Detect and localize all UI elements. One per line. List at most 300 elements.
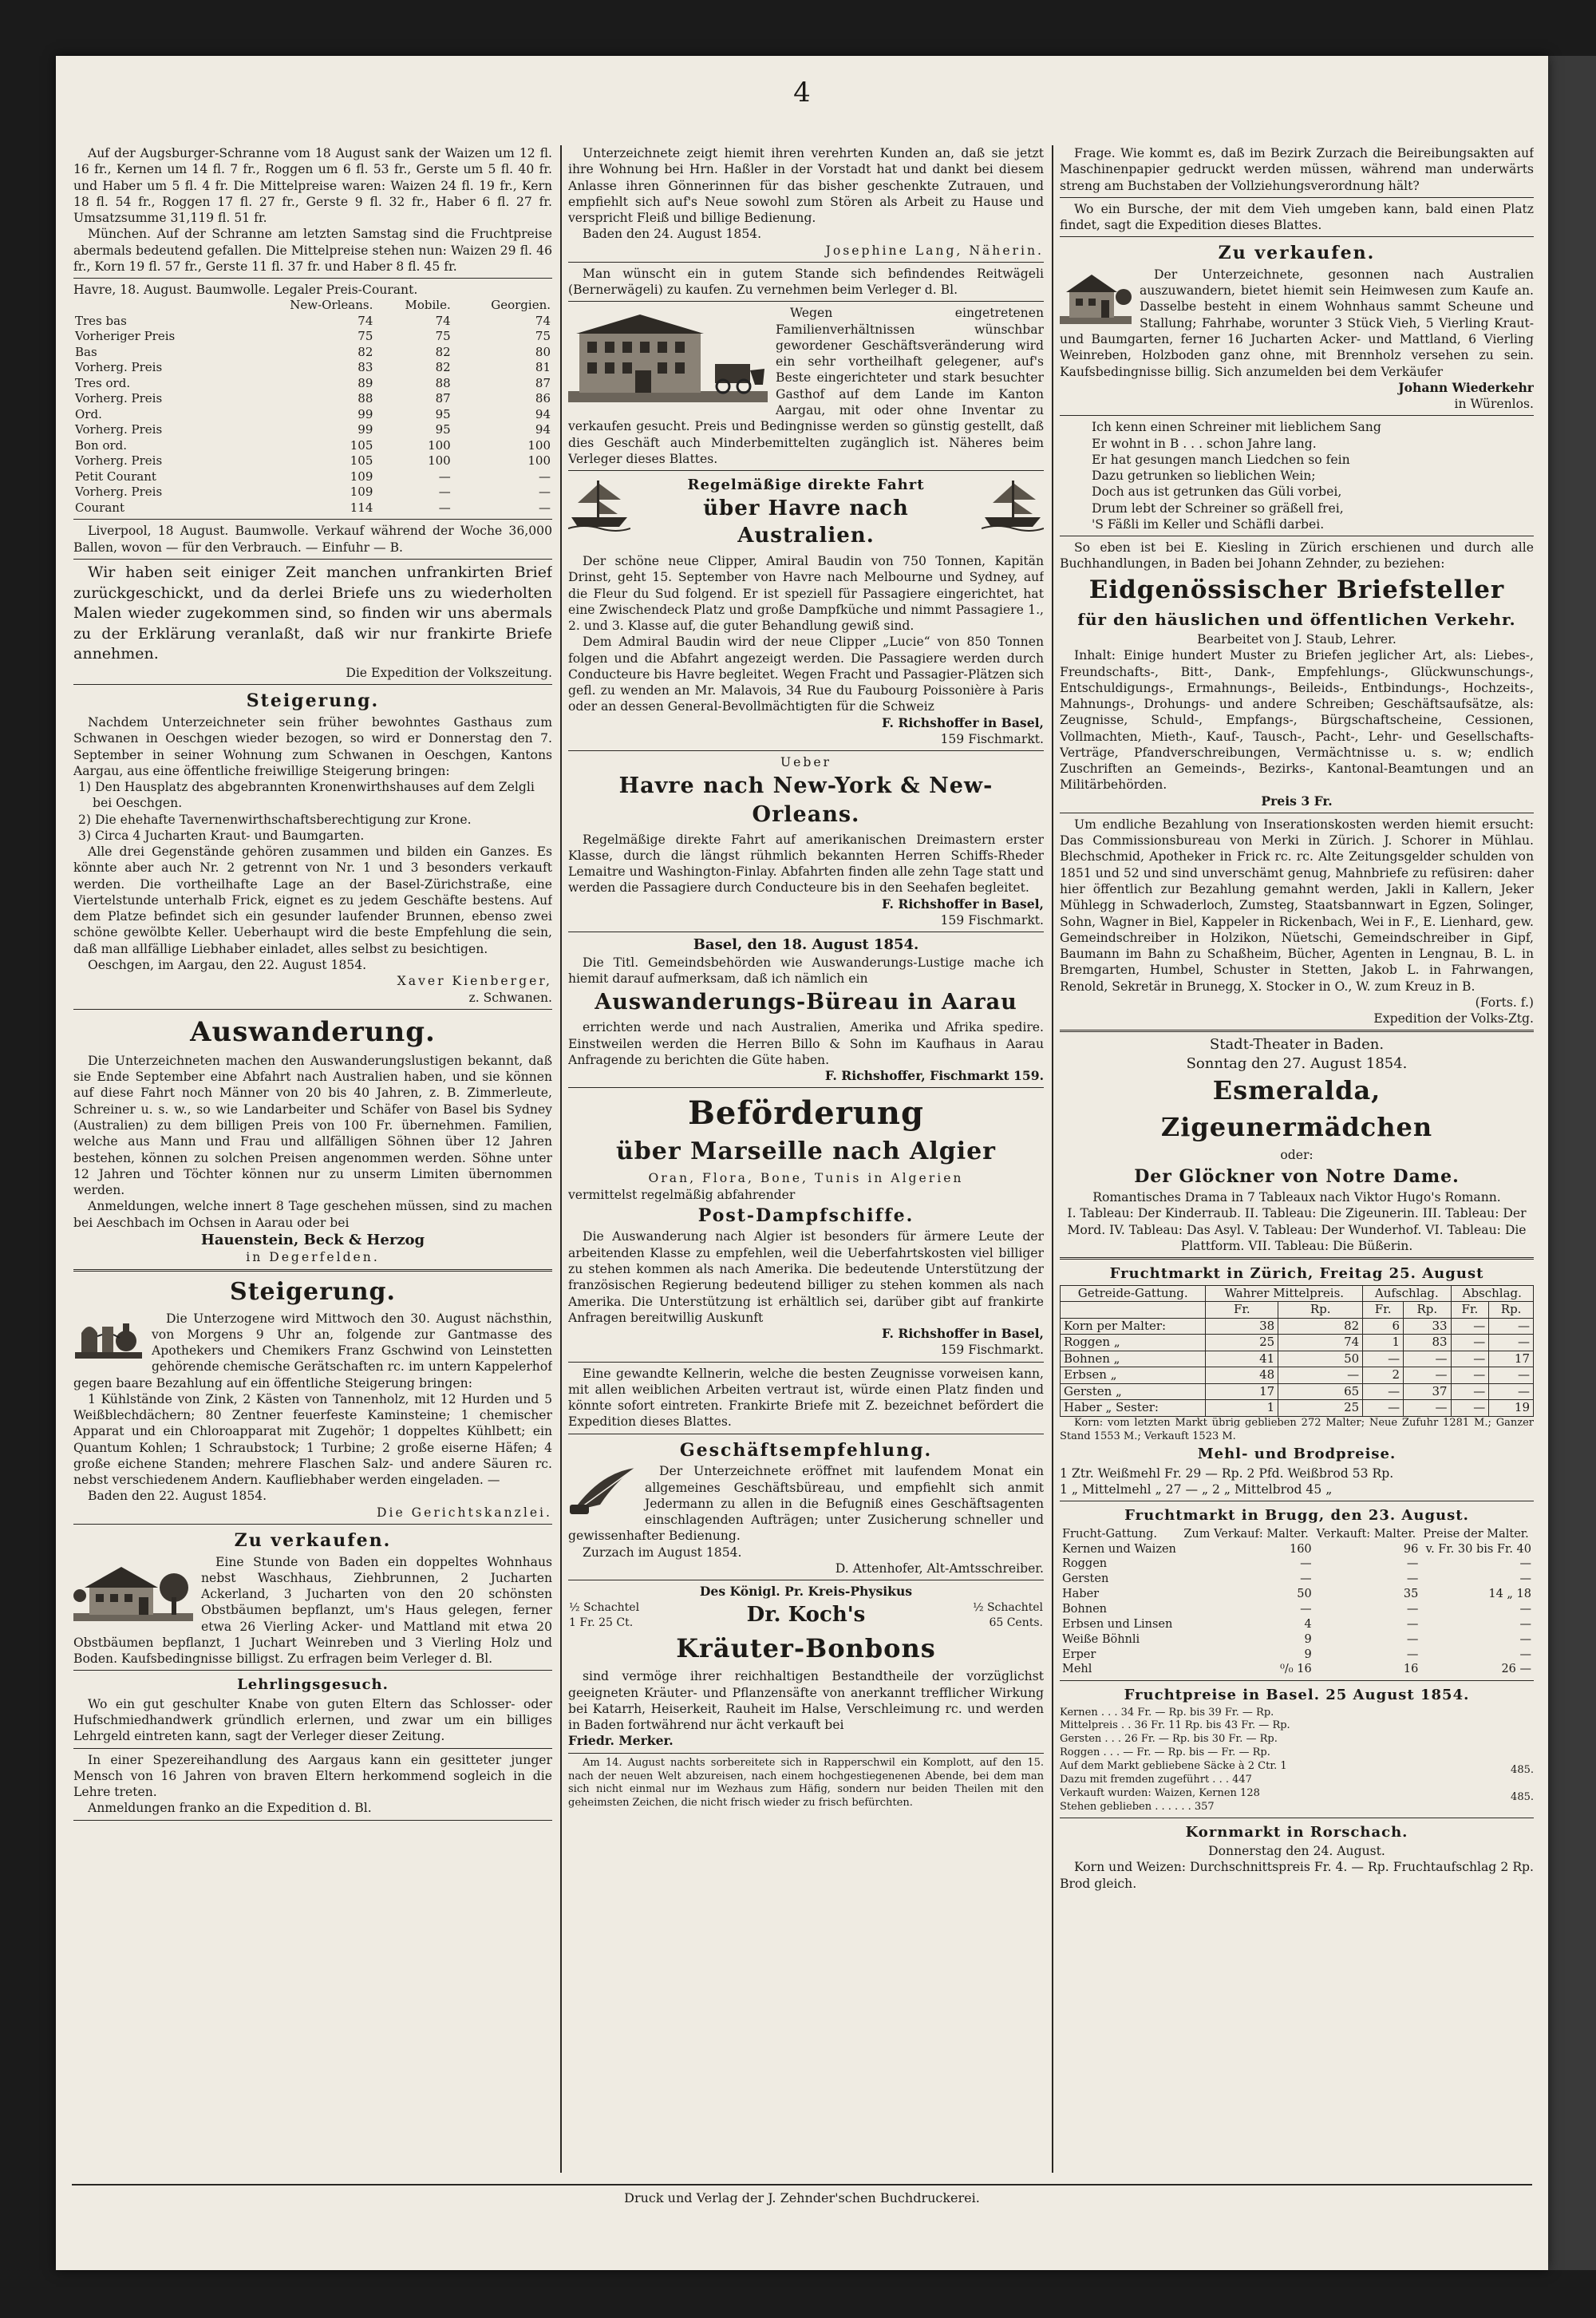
zurich-row [1061,1400,1534,1417]
zurich-value-cell: — [1489,1383,1534,1400]
geschaeftsempfehlung-signature: D. Attenhofer, Alt-Amtsschreiber. [835,1560,1044,1576]
kraeuter-bonbons-text: sind vermöge ihrer reichhaltigen Bestandtheile der vorzüglichst geeigneten Kräuter- und Pflanzensäfte von anerkannt trefflicher Wirkung bei Katarrh, Heiserkeit, Rauheit im Halse, Verschleimung rc. und werden in Baden fortwährend nur ächt verkauft bei [568,1669,1044,1733]
unfranked-letters-notice: Wir haben seit einiger Zeit manchen unfrankirten Brief zurückgeschickt, und da derlei Briefe uns zu wiederholten Malen wieder zugekommen sind, so finden wir uns abermals zu der Erklärung veranlaßt, daß wir nur frankirte Briefe annehmen. [73,563,552,663]
zurich-value-cell: — [1451,1335,1489,1351]
havre-price-cell: 100 [527,453,551,469]
briefsteller-title: Eidgenössischer Briefsteller [1088,575,1505,604]
zurich-value-cell: 48 [1206,1367,1278,1384]
zurich-value-cell: 83 [1404,1335,1451,1351]
theater-oder: oder: [1280,1148,1314,1163]
basel-prices-list [1060,1707,1486,1814]
auswanderungs-buero-signature: F. Richshoffer, Fischmarkt 159. [824,1068,1044,1084]
steigerung-item: 3) Circa 4 Jucharten Kraut- und Baumgarten. [78,828,365,843]
brugg-grain-cell: Roggen [1062,1557,1108,1571]
verkaufen-wuerenlos-signature: Johann Wiederkehr [1398,379,1534,395]
poem-line: Ich kenn einen Schreiner mit lieblichem Sang [1092,420,1381,435]
havre-price-cell: 74 [358,313,373,328]
brugg-row [1060,1632,1534,1648]
havre-price-cell: 99 [358,422,373,437]
zurich-value-cell: — [1363,1351,1404,1367]
augsburg-market-report: Auf der Augsburger-Schranne vom 18 August sank der Waizen um 12 fl. 16 fr., Kernen um 14 fl. 7 fr., Roggen um 6 fl. 53 fr., Gerste um 5 fl. 40 fr. und Haber um 5 fl. 4 fr. Die Mittelpreise waren: Waizen 24 fl. 19 fr., Kern 18 fl. 54 fr., Roggen 17 fl. 27 fr., Gerste 9 fl. 32 fr., Haber 6 fl. 27 fr. Umsatzsumme 31,119 fl. 51 fr. [73,146,552,226]
brugg-value-cell: — [1406,1648,1419,1661]
brugg-value-cell: — [1519,1617,1531,1631]
theater-tableaux: I. Tableau: Der Kinderraub. II. Tableau: Die Zigeunerin. III. Tableau: Der Mord. IV. Tableau: Das Asyl. V. Tableau: Der Wunderhof. VI. Tableau: Die Plattform. VII. Tableau: Die Büßerin. [1067,1206,1527,1253]
ueber-label: Ueber [780,755,832,770]
havre-price-cell: 75 [435,329,451,344]
basel-price-row: Verkauft wurden: Waizen, Kernen 128 [1060,1786,1260,1799]
page-number: 4 [793,77,811,109]
havre-header-cell: Mobile. [405,298,451,313]
geschaeftsempfehlung-title: Geschäftsempfehlung. [679,1439,933,1461]
sailing-ship-illustration-left [568,476,630,532]
havre-price-cell: 100 [527,437,551,453]
brugg-grain-cell: Weiße Böhnli [1062,1632,1140,1646]
brugg-header-cell: Preise der Malter. [1423,1527,1529,1541]
bursche-ad: Wo ein Bursche, der mit dem Vieh umgeben kann, bald einen Platz findet, sagt die Expedition dieses Blattes. [1060,201,1534,233]
havre-price-cell: 100 [428,453,451,469]
frage-zurzach-text: Frage. Wie kommt es, daß im Bezirk Zurzach die Beireibungsakten auf Maschinenpapier gedruckt werden müssen, während man underwärts streng am Buchstaben der Vollziehungsverordnung hält? [1060,146,1534,193]
zurich-value-cell: 33 [1404,1318,1451,1335]
chemistry-apparatus-illustration [73,1312,144,1362]
zurich-value-cell: 1 [1363,1335,1404,1351]
brugg-value-cell: — [1406,1617,1419,1631]
basel-sum: 485. [1511,1791,1534,1804]
havre-price-cell: 81 [535,360,551,375]
havre-row [73,422,552,438]
zurich-grain-cell: Erbsen „ [1061,1367,1206,1384]
zurich-market-title: Fruchtmarkt in Zürich, Freitag 25. August [1109,1265,1484,1283]
auswanderung-registration: Anmeldungen, welche innert 8 Tage geschehen müssen, sind zu machen bei Aeschbach im Ochsen in Aarau oder bei [73,1199,552,1230]
zurich-row [1061,1367,1534,1384]
brugg-market-table [1060,1527,1534,1677]
zurich-row [1061,1383,1534,1400]
zurich-grain-cell: Gersten „ [1061,1383,1206,1400]
havre-price-cell: 88 [358,391,373,406]
brugg-value-cell: — [1406,1557,1419,1571]
newspaper-page [56,56,1548,2270]
zurich-value-cell: 50 [1278,1351,1363,1367]
brugg-grain-cell: Bohnen [1062,1602,1107,1616]
brugg-row [1060,1557,1534,1572]
briefsteller-subtitle: für den häuslichen und öffentlichen Verkehr. [1077,610,1516,629]
brugg-value-cell: v. Fr. 30 bis Fr. 40 [1425,1542,1531,1556]
havre-header-cell: New-Orleans. [290,298,373,313]
havre-price-cell: 75 [535,329,551,344]
column-right [1060,145,1534,2173]
poem-line: Doch aus ist getrunken das Güli vorbei, [1092,485,1342,500]
farmhouse-illustration [73,1556,193,1621]
auswanderung-place: in Degerfelden. [246,1250,380,1265]
havre-price-cell: 87 [535,375,551,390]
theater-title-second: Zigeunermädchen [1160,1111,1433,1142]
zurich-subheader-cell: Fr. [1206,1302,1278,1319]
brugg-value-cell: — [1519,1572,1531,1586]
steigerung-gerichtskanzlei-items: 1 Kühlstände von Zink, 2 Kästen von Tannenholz, mit 12 Hurden und 5 Weißblechdächern; 80 Zentner feuerfeste Kaminsteine; 1 chemischer Apparat und ein Chloroapparat mit Zugehör; 1 doppeltes Kühlbett; ein Quantum Kohlen; 1 Schraubstock; 1 Turbine; 2 große eiserne Häfen; 4 große eichene Standen; mehrere Flaschen Salz- und andere Säuren rc. nebst verschiedenem Andern. Kaufliebhaber werden eingeladen. — [73,1391,552,1488]
koch-physikus-line: Des Königl. Pr. Kreis-Physikus [699,1584,913,1600]
havre-header-cell [73,298,237,314]
auswanderungs-buero-text: errichten werde und nach Australien, Amerika und Afrika spedire. Einstweilen werden die Herren Billo & Sohn im Kaufhaus in Aarau Anfragende zu berichten die Güte haben. [568,1020,1044,1067]
zurich-row [1061,1335,1534,1351]
koch-price-header [568,1600,1044,1630]
havre-price-cell: 95 [435,422,451,437]
printer-imprint: Druck und Verlag der J. Zehnder'schen Buchdruckerei. [72,2184,1532,2205]
theater-title: Esmeralda, [1212,1075,1381,1106]
poem-line: 'S Fäßli im Keller und Schäfli darbei. [1092,516,1325,532]
australien-fahrt-details: Dem Admiral Baudin wird der neue Clipper „Lucie“ von 850 Tonnen folgen und die Abfahrt angezeigt werden. Die Passagiere werden durch Conducteure bis Havre begleitet. Wegen Fracht und Passagier-Plätzen sich gefl. zu wenden an Mr. Malavois, 34 Rue du Faubourg Poissonière à Paris oder an dessen General-Bevollmächtigten für die Schweiz [568,635,1044,714]
kellnerin-ad: Eine gewandte Kellnerin, welche die besten Zeugnisse vorweisen kann, mit allen weiblichen Arbeiten vertraut ist, würde einen Platz finden und könnte sofort eintreten. Frankirte Briefe mit Z. bezeichnet befördert die Expedition dieses Blattes. [568,1366,1044,1430]
havre-grade-cell: Petit Courant [75,469,156,484]
zurich-value-cell: — [1451,1383,1489,1400]
havre-price-cell: 74 [535,313,551,328]
theater-subtitle: Der Glöckner von Notre Dame. [1134,1165,1460,1187]
insertion-fees-signature: Expedition der Volks-Ztg. [1373,1011,1534,1026]
havre-grade-cell: Tres ord. [75,375,131,390]
basel-price-row: Mittelpreis . . 36 Fr. 11 Rp. bis 43 Fr. — Rp. [1060,1719,1290,1732]
zurich-subheader-cell: Rp. [1489,1302,1534,1319]
algier-text: Die Auswanderung nach Algier ist besonders für ärmere Leute der arbeitenden Klasse zu empfehlen, weil die Ueberfahrtskosten viel billiger zu stehen kommen als nach Amerika. Die bedeutende Unterstützung der französischen Regierung bedeutend billiger zu stehen kommen als nach Amerika. Die Unterstützung ist erhältlich sei, darüber gibt auf frankirte Anfragen bereitwillig Auskunft [568,1229,1044,1325]
havre-row [73,314,552,330]
steigerung-gerichtskanzlei-date: Baden den 22. August 1854. [88,1489,267,1504]
basel-price-row: Auf dem Markt gebliebene Säcke à 2 Ctr. 1 [1060,1760,1287,1773]
brugg-value-cell: — [1519,1632,1531,1646]
brugg-grain-cell: Mehl [1062,1663,1092,1676]
zurich-value-cell: — [1451,1318,1489,1335]
havre-grade-cell: Vorherg. Preis [75,391,163,406]
brugg-grain-cell: Kernen und Waizen [1062,1542,1176,1556]
theater-date: Sonntag den 27. August 1854. [1186,1054,1408,1072]
havre-grade-cell: Vorheriger Preis [75,329,176,344]
verkaufen-wuerenlos-place: in Würenlos. [1454,397,1534,412]
rapperschwil-report: Am 14. August nachts sorbereitete sich in Rapperschwil ein Komplott, auf den 15. nach der neuen Welt abzureisen, nach einem hochgestiegenenen Abende, bei dem man sich nicht einmal nur im Wezhaus zum Häfig, sondern nur beiden Theilen mit den geheimsten Zeichen, die nicht frisch wieder zu frisch befürchten. [568,1756,1044,1810]
havre-price-cell: 105 [350,453,373,469]
kraeuter-bonbons-seller: Friedr. Merker. [568,1733,674,1749]
havre-price-cell: — [438,500,451,515]
zurich-value-cell: — [1489,1335,1534,1351]
havre-price-cell: — [539,469,551,484]
steigerung-oeschgen-date: Oeschgen, im Aargau, den 22. August 1854. [88,957,367,972]
naeherin-notice-text: Unterzeichnete zeigt hiemit ihren verehrten Kunden an, daß sie jetzt ihre Wohnung bei Hrn. Haßler in der Vorstadt hat und dankt bei diesem Anlasse ihren Gönnerinnen für das bisher geschenkte Zutrauen, und empfiehlt sich auf's Neue sowohl zum Stören als Arbeit zu Hause und verspricht Fleiß und billige Bedienung. [568,146,1044,226]
notice-signature: Die Expedition der Volkszeitung. [346,666,552,681]
briefsteller-contents: Inhalt: Einige hundert Muster zu Briefen jeglicher Art, als: Liebes-, Freundschafts-, Bitt-, Dank-, Empfehlungs-, Glückwunschungs-, Entschuldigungs-, Ermahnungs-, Beileids-, Entbindungs-, Hochzeits-, Mahnungs-, Drohungs- und andere Schreiben; Geschäftsaufsätze, als: Zeugnisse, Schuld-, Empfangs-, Bürgschaftscheine, Cessionen, Vollmachten, Mieth-, Kauf-, Tausch-, Pacht-, Lehr- und Gesellschafts-Verträge, Pfandverschreibungen, Vermächtnisse u. s. w; endlich Zuschriften an Gemeinds-, Bezirks-, Kantonal-Beamtungen und an Militärbehörden. [1060,648,1534,793]
havre-row [73,345,552,361]
brugg-grain-cell: Haber [1062,1588,1100,1601]
zurich-value-cell: 37 [1404,1383,1451,1400]
havre-price-cell: 105 [350,437,373,453]
brugg-header-cell: Frucht-Gattung. [1062,1527,1157,1541]
lehrlingsgesuch-text: Wo ein gut geschulter Knabe von guten Eltern das Schlosser- oder Hufschmiedhandwerk gründlich erlernen, und zwar um ein billiges Lehrgeld eintreten kann, sagt der Verleger dieser Zeitung. [73,1696,552,1744]
brugg-market-title: Fruchtmarkt in Brugg, den 23. August. [1124,1507,1469,1525]
zurich-row [1061,1318,1534,1335]
havre-price-cell: — [438,485,451,500]
richshoffer-signature: F. Richshoffer in Basel, [882,1326,1044,1342]
zurich-grain-cell: Roggen „ [1061,1335,1206,1351]
australien-fahrt-title: Regelmäßige direkte Fahrt [687,477,925,494]
basel-sum: 485. [1511,1763,1534,1776]
havre-row [73,469,552,485]
marseille-algier-title: über Marseille nach Algier [616,1137,996,1166]
brugg-grain-cell: Erbsen und Linsen [1062,1617,1173,1631]
zurich-value-cell: 65 [1278,1383,1363,1400]
brugg-value-cell: 4 [1304,1617,1312,1631]
havre-grade-cell: Bon ord. [75,437,128,453]
zurich-row [1061,1351,1534,1367]
geschaeftsempfehlung-date: Zurzach im August 1854. [583,1545,742,1560]
basel-price-row: Roggen . . . — Fr. — Rp. bis — Fr. — Rp. [1060,1746,1270,1759]
havre-price-cell: 100 [428,437,451,453]
insertion-fees-continued: (Forts. f.) [1475,995,1534,1010]
basel-prices-title: Fruchtpreise in Basel. 25 August 1854. [1124,1687,1470,1704]
havre-grade-cell: Courant [75,500,124,515]
zurich-header-cell: Getreide-Gattung. [1061,1285,1206,1302]
poem-line: Drum lebt der Schreiner so gräßell frei, [1092,500,1344,516]
havre-row [73,376,552,392]
havre-price-cell: 99 [358,406,373,421]
havre-price-cell: 95 [435,406,451,421]
havre-row [73,329,552,345]
zurich-value-cell: — [1404,1351,1451,1367]
column-rule-2 [1052,145,1053,2173]
havre-row [73,391,552,407]
gasthof-sale-text: Wegen eingetretenen Familienverhältnissen wünschbar gewordener Geschäftsveränderung wird ein sehr vortheilhaft gelegener, auf's Beste eingerichteter und stark besuchter Gasthof auf dem Lande im Kanton Aargau, mit oder ohne Inventar zu verkaufen gesucht. Preis und Bedingnisse werden so günstig gestellt, daß dies Geschäft auch Minderbemittelten zugänglich ist. Näheres beim Verleger dieses Blattes. [568,306,1044,466]
richshoffer-signature: F. Richshoffer in Basel, [882,896,1044,912]
zurich-value-cell: — [1404,1400,1451,1417]
havre-grade-cell: Tres bas [75,313,127,328]
havre-price-cell: 89 [358,375,373,390]
naeherin-notice-date: Baden den 24. August 1854. [583,227,762,242]
zurich-value-cell: — [1278,1367,1363,1384]
koch-price-left-amount: 1 Fr. 25 Ct. [569,1616,634,1629]
algier-places: Oran, Flora, Bone, Tunis in Algerien [648,1171,964,1186]
zurich-value-cell: 1 [1206,1400,1278,1417]
brugg-row [1060,1648,1534,1663]
naeherin-notice-signature: Josephine Lang, Näherin. [825,243,1044,258]
havre-header-cell: Georgien. [491,298,551,313]
havre-row [73,453,552,469]
newyork-route-text: Regelmäßige direkte Fahrt auf amerikanischen Dreimastern erster Klasse, durch die längst rühmlich bekannten Herren Schiffs-Rheder Lemaitre und Washington-Finlay. Abfahrten finden alle zehn Tage statt und werden die Passagiere durch Conducteure bis in den Seehafen begleitet. [568,832,1044,896]
basel-buero-intro: Die Titl. Gemeindsbehörden wie Auswanderungs-Lustige mache ich hiemit darauf aufmerksam, daß ich nämlich ein [568,955,1044,986]
australien-fahrt-text: Der schöne neue Clipper, Amiral Baudin von 750 Tonnen, Kapitän Drinst, geht 15. September von Havre nach Melbourne und Sydney, auf die Fleur du Sud folgend. Er ist speziell für Passagiere eingerichtet, hat eine Zwischendeck Platz und große Dampfküche und nimmt Passagiere 1., 2. und 3. Klasse auf, die guter Behandlung gewiß sind. [568,554,1044,634]
algier-sub: vermittelst regelmäßig abfahrender [568,1187,796,1202]
steigerung-oeschgen-title: Steigerung. [246,690,380,712]
brugg-row [1060,1662,1534,1677]
basel-price-row: Stehen geblieben . . . . . . 357 [1060,1800,1215,1813]
steigerung-oeschgen-details: Alle drei Gegenstände gehören zusammen und bilden ein Ganzes. Es könnte aber auch Nr. 2 getrennt von Nr. 1 und 3 besonders verkauft werden. Die vortheilhafte Lage an der Basel-Zürichstraße, eine Viertelstunde unterhalb Frick, eignet es zu jedem Geschäfte bestens. Auf dem Platze befindet sich ein gesunder laufender Brunnen, ebenso zwei schöne gewölbte Keller. Ueberhaupt wird die beste Empfehlung die sein, daß man allfällige Liebhaber einladet, alles selbst zu besichtigen. [73,845,552,956]
koch-name: Dr. Koch's [746,1602,866,1627]
auswanderungs-buero-title: Auswanderungs-Büreau in Aarau [595,990,1017,1015]
spezereihandlung-registration: Anmeldungen franko an die Expedition d. Bl. [88,1801,372,1816]
havre-price-cell: 75 [358,329,373,344]
brugg-value-cell: 26 — [1501,1663,1531,1676]
koch-price-right-quantity: ½ Schachtel [972,1601,1043,1615]
zurich-value-cell: 17 [1206,1383,1278,1400]
zurich-subheader-cell: Fr. [1363,1302,1404,1319]
geschaeftsempfehlung-text: Der Unterzeichnete eröffnet mit laufendem Monat ein allgemeines Geschäftsbüreau, und empfiehlt sich anmit Jedermann zu allen in die Befugniß eines Geschäftsagenten einschlagenden Aufträgen; unter Zusicherung schneller und gewissenhafter Bedienung. [568,1464,1044,1544]
steigerung-oeschgen-text: Nachdem Unterzeichneter sein früher bewohntes Gasthaus zum Schwanen in Oeschgen wieder bezogen, so wird er Donnerstag den 7. September in seiner Wohnung zum Schwanen in Oeschgen, Kantons Aargau, aus eine öffentliche freiwillige Steigerung bringen: [73,714,552,778]
zurich-value-cell: 38 [1206,1318,1278,1335]
brugg-value-cell: 9 [1304,1632,1312,1646]
rorschach-market-text: Korn und Weizen: Durchschnittspreis Fr. 4. — Rp. Fruchtaufschlag 2 Rp. Brod gleich. [1060,1860,1534,1891]
havre-price-cell: 82 [435,360,451,375]
havre-grade-cell: Ord. [75,406,102,421]
havre-price-cell: 74 [435,313,451,328]
havre-price-cell: 109 [350,469,373,484]
steigerung-item: 1) Den Hausplatz des abgebrannten Kronenwirthshauses auf dem Zelgli bei Oeschgen. [78,780,535,811]
hotel-carriage-illustration [568,307,768,402]
zurich-header-cell: Aufschlag. [1363,1285,1451,1302]
havre-cotton-title: Havre, 18. August. Baumwolle. Legaler Preis-Courant. [73,283,418,298]
brugg-header-cell: Zum Verkauf: Malter. [1183,1527,1309,1541]
havre-row [73,407,552,423]
house-illustration [1060,268,1132,324]
spezereihandlung-text: In einer Spezereihandlung des Aargaus kann ein gesitteter junger Mensch von 16 Jahren von braven Eltern herkommend sogleich in die Lehre treten. [73,1752,552,1800]
richshoffer-address: 159 Fischmarkt. [940,913,1044,928]
zurich-subheader-cell: Fr. [1451,1302,1489,1319]
auswanderung-firm: Hauenstein, Beck & Herzog [200,1231,425,1248]
basel-buero-date: Basel, den 18. August 1854. [693,936,919,954]
theater-house: Stadt-Theater in Baden. [1209,1036,1385,1054]
verkaufen-wuerenlos-text: Der Unterzeichnete, gesonnen nach Australien auszuwandern, bietet hiemit sein Heimwesen zum Kaufe an. Dasselbe besteht in einem Wohnhaus sammt Scheune und Stallung; Fahrhabe, worunter 3 Stück Vieh, 5 Vierling Kraut- und Baumgarten, ferner 16 Jucharten Acker- und Mattland, 6 Vierling Weinreben, Holzboden ganz ohne, mit Brennholz versehen zu sein. Kaufsbedingnisse billig. Sich anzumelden bei dem Verkäufer [1060,267,1534,379]
brugg-value-cell: 14 „ 18 [1488,1588,1531,1601]
zurich-value-cell: 74 [1278,1335,1363,1351]
kiesling-announcement: So eben ist bei E. Kiesling in Zürich erschienen und durch alle Buchhandlungen, in Baden bei Johann Zehnder, zu beziehen: [1060,540,1534,572]
newyork-route-title: Havre nach New-York & New-Orleans. [618,773,994,827]
zurich-market-note: Korn: vom letzten Markt übrig geblieben 272 Malter; Neue Zufuhr 1281 M.; Ganzer Stand 1553 M.; Verkauft 1523 M. [1060,1416,1534,1442]
kraeuter-bonbons-title: Kräuter-Bonbons [676,1632,936,1663]
briefsteller-author: Bearbeitet von J. Staub, Lehrer. [1197,632,1396,647]
havre-price-cell: — [539,500,551,515]
havre-price-cell: — [438,469,451,484]
brugg-row [1060,1587,1534,1602]
brugg-value-cell: 160 [1289,1542,1312,1556]
zurich-value-cell: — [1489,1318,1534,1335]
liverpool-cotton-report: Liverpool, 18 August. Baumwolle. Verkauf während der Woche 36,000 Ballen, wovon — für den Verbrauch. — Einfuhr — B. [73,524,552,555]
brugg-value-cell: ⁰/₀ 16 [1280,1663,1312,1676]
insertion-fees-notice: Um endliche Bezahlung von Inserationskosten werden hiemit ersucht: Das Commissionsbureau von Merki in Zürich. J. Schorer in Mühlau. Blechschmid, Apotheker in Frick rc. rc. Alte Zeitungsgelder schulden von 1851 und 52 und sind unverschämt genug, Mahnbriefe zu refüsiren: daher hier öffentlich zur Bezahlung gemahnt werden, Jakli in Kallern, Jeker Mühlegg in Schwaderloch, Zumsteg, Staatsbannwart in Egzen, Solinger, Sohn, Wagner in Biel, Kappeler in Rickenbach, Wei in F., E. Lienhard, gew. Gemeindschreiber in Holzikon, Nüetschi, Gemeindschreiber in Gipf, Baumann im Bahn zu Schaßheim, Bücher, Agenten in Lengnau, B. L. in Bremgarten, Humbel, Schuster in Stetten, Jakob L. in Fahrwangen, Renold, Sekretär in Brunegg, X. Stocker in O., W. zum Kreuz in B. [1060,817,1534,994]
steigerung-gerichtskanzlei-signature: Die Gerichtskanzlei. [376,1505,552,1520]
steigerung-oeschgen-signature: Xaver Kienberger, [397,974,552,989]
koch-price-right-amount: 65 Cents. [989,1616,1043,1629]
brugg-value-cell: — [1406,1632,1419,1646]
zu-verkaufen-title: Zu verkaufen. [234,1529,392,1551]
steigerung-item: 2) Die ehehafte Tavernenwirthschaftsberechtigung zur Krone. [78,812,472,827]
mehl-price-row: 1 „ Mittelmehl „ 27 — „ 2 „ Mittelbrod 45 „ [1060,1482,1333,1497]
brugg-header-cell: Verkauft: Malter. [1316,1527,1416,1541]
zurich-value-cell: — [1451,1400,1489,1417]
poem-line: Er hat gesungen manch Liedchen so fein [1092,452,1350,467]
reitwaegeli-ad: Man wünscht ein in gutem Stande sich befindendes Reitwägeli (Bernerwägeli) zu kaufen. Zu vernehmen beim Verleger d. Bl. [568,266,1044,298]
havre-price-cell: 82 [358,344,373,359]
brugg-value-cell: 50 [1297,1588,1312,1601]
zurich-value-cell: — [1489,1367,1534,1384]
zurich-value-cell: 6 [1363,1318,1404,1335]
havre-row [73,500,552,516]
havre-row [73,485,552,500]
zurich-value-cell: — [1363,1383,1404,1400]
basel-price-row: Dazu mit fremden zugeführt . . . 447 [1060,1774,1252,1786]
havre-price-cell: 86 [535,391,551,406]
havre-price-cell: 82 [435,344,451,359]
brugg-grain-cell: Erper [1062,1648,1096,1661]
havre-grade-cell: Bas [75,344,97,359]
zurich-market-table [1060,1285,1534,1417]
havre-price-cell: — [539,485,551,500]
verkaufen-wuerenlos-title: Zu verkaufen. [1218,243,1376,264]
brugg-value-cell: 35 [1403,1588,1419,1601]
zurich-subheader-cell: Rp. [1404,1302,1451,1319]
brugg-row [1060,1602,1534,1617]
zurich-value-cell: 17 [1489,1351,1534,1367]
havre-row [73,360,552,376]
zurich-grain-cell: Korn per Malter: [1061,1318,1206,1335]
havre-price-cell: 80 [535,344,551,359]
theater-description: Romantisches Drama in 7 Tableaux nach Viktor Hugo's Romann. [1092,1190,1501,1205]
befoerderung-title: Beförderung [688,1094,924,1133]
brugg-value-cell: — [1519,1557,1531,1571]
column-rule-1 [560,145,562,2173]
zurich-value-cell: — [1404,1367,1451,1384]
zurich-subheader-cell [1061,1302,1206,1319]
havre-grade-cell: Vorherg. Preis [75,453,163,469]
brugg-value-cell: — [1406,1572,1419,1586]
havre-price-cell: 114 [350,500,373,515]
briefsteller-price: Preis 3 Fr. [1261,793,1333,809]
zurich-value-cell: — [1451,1351,1489,1367]
zurich-header-cell: Wahrer Mittelpreis. [1206,1285,1363,1302]
zurich-value-cell: 82 [1278,1318,1363,1335]
brugg-row [1060,1617,1534,1632]
australien-fahrt-route: über Havre nach Australien. [703,496,909,548]
steigerung-gerichtskanzlei-text: Die Unterzogene wird Mittwoch den 30. August nächsthin, von Morgens 9 Uhr an, folgende zur Gantmasse des Apothekers und Chemikers Franz Gschwind von Leinstetten gehörende chemische Gerätschaften rc. im untern Kappelerhof gegen baare Bezahlung auf ein öffentliche Steigerung bringen: [73,1311,552,1390]
zurich-grain-cell: Haber „ Sester: [1061,1400,1206,1417]
brugg-grain-cell: Gersten [1062,1572,1109,1586]
koch-price-left-quantity: ½ Schachtel [569,1601,640,1615]
column-middle [568,145,1044,2173]
post-dampfschiffe-title: Post-Dampfschiffe. [697,1204,915,1226]
basel-price-row: Gersten . . . 26 Fr. — Rp. bis 30 Fr. — Rp. [1060,1733,1278,1746]
sailing-ship-illustration-right [982,476,1044,532]
brugg-value-cell: — [1300,1602,1312,1616]
havre-price-cell: 94 [535,406,551,421]
column-left [73,145,552,2173]
brugg-value-cell: — [1406,1602,1419,1616]
steigerung-gerichtskanzlei-title: Steigerung. [230,1277,396,1306]
brugg-value-cell: — [1519,1648,1531,1661]
richshoffer-address: 159 Fischmarkt. [940,1343,1044,1358]
zurich-value-cell: 25 [1206,1335,1278,1351]
havre-price-cell: 83 [358,360,373,375]
mehl-price-row: 1 Ztr. Weißmehl Fr. 29 — Rp. 2 Pfd. Weißbrod 53 Rp. [1060,1466,1394,1481]
brugg-value-cell: 9 [1304,1648,1312,1661]
brugg-value-cell: — [1300,1572,1312,1586]
havre-price-cell: 87 [435,391,451,406]
quill-inkwell-illustration [568,1465,637,1516]
muenchen-market-report: München. Auf der Schranne am letzten Samstag sind die Fruchtpreise abermals bedeutend gefallen. Die Mittelpreise stehen nun: Waizen 29 fl. 46 fr., Korn 19 fl. 57 fr., Gerste 11 fl. 37 fr. und Haber 8 fl. 45 fr. [73,227,552,274]
havre-price-cell: 88 [435,375,451,390]
poem-line: Er wohnt in B . . . schon Jahre lang. [1092,436,1317,451]
havre-grade-cell: Vorherg. Preis [75,485,163,500]
havre-price-cell: 109 [350,485,373,500]
richshoffer-signature: F. Richshoffer in Basel, [882,714,1044,730]
zurich-value-cell: 19 [1489,1400,1534,1417]
zurich-grain-cell: Bohnen „ [1061,1351,1206,1367]
basel-price-row: Kernen . . . 34 Fr. — Rp. bis 39 Fr. — Rp. [1060,1706,1274,1719]
zurich-value-cell: 25 [1278,1400,1363,1417]
rorschach-market-date: Donnerstag den 24. August. [1208,1844,1385,1859]
richshoffer-address: 159 Fischmarkt. [940,731,1044,746]
steigerung-oeschgen-signature-place: z. Schwanen. [468,990,552,1005]
lehrlingsgesuch-title: Lehrlingsgesuch. [237,1676,389,1694]
zurich-subheader-cell: Rp. [1278,1302,1363,1319]
